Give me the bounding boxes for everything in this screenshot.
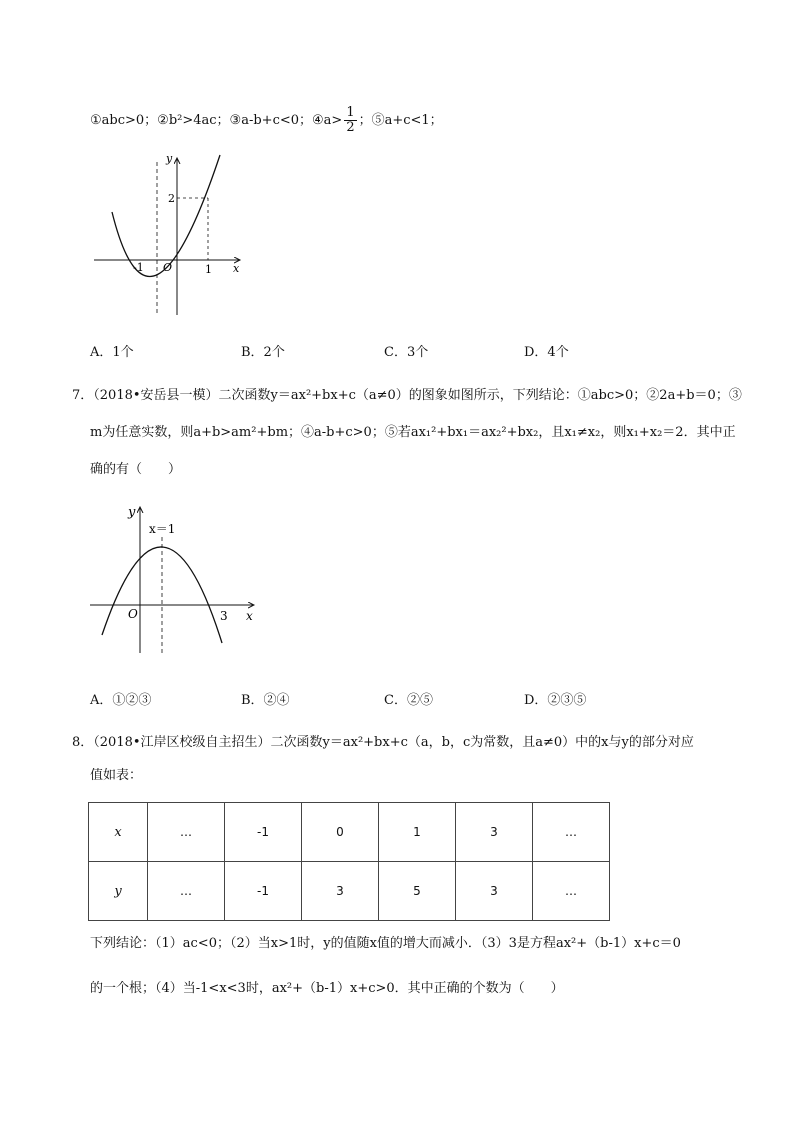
q6-tick-2: 2 <box>168 192 175 205</box>
q6-parabola-graph <box>90 150 250 325</box>
q6-fraction-numerator: 1 <box>346 105 355 120</box>
q6-statements-tail: ；⑤a+c<1； <box>358 113 443 128</box>
table-cell: 3 <box>456 862 533 921</box>
q7-symmetry-label: x＝1 <box>149 522 176 536</box>
table-row <box>89 862 610 921</box>
q6-tick-neg1: -1 <box>133 261 144 274</box>
q7-line-3: 确的有（ ） <box>90 462 182 477</box>
q7-option-d[interactable]: D．②③⑤ <box>524 693 587 708</box>
q7-line-2: m为任意实数，则a+b>am²+bm；④a-b+c>0；⑤若ax₁²+bx₁＝ax₂²+bx₂，且x₁≠x₂，则x₁+x₂＝2．其中正 <box>90 425 736 440</box>
q6-option-c[interactable]: C．3个 <box>384 345 429 360</box>
table-cell: 3 <box>456 803 533 862</box>
q6-tick-1: 1 <box>205 263 212 276</box>
table-cell: 0 <box>302 803 379 862</box>
q8-line-3: 下列结论：（1）ac<0；（2）当x>1时，y的值随x值的增大而减小．（3）3是方程ax²+（b-1）x+c＝0 <box>90 936 681 951</box>
q6-parabola-curve <box>112 155 220 276</box>
q6-x-label: x <box>233 262 240 275</box>
q7-tick-3: 3 <box>220 609 228 623</box>
q7-option-a[interactable]: A．①②③ <box>90 693 152 708</box>
table-cell: … <box>533 862 610 921</box>
q8-line-1: 8．（2018•江岸区校级自主招生）二次函数y＝ax²+bx+c（a，b，c为常数，且a≠0）中的x与y的部分对应 <box>72 735 694 750</box>
table-cell: … <box>148 862 225 921</box>
table-row <box>89 803 610 862</box>
q7-line-1: 7．（2018•安岳县一模）二次函数y＝ax²+bx+c（a≠0）的图象如图所示，下列结论：①abc>0；②2a+b＝0；③ <box>72 388 742 403</box>
q6-option-b[interactable]: B．2个 <box>241 345 285 360</box>
q6-option-a[interactable]: A．1个 <box>90 345 134 360</box>
table-cell-x-header: x <box>89 803 148 862</box>
q7-option-c[interactable]: C．②⑤ <box>384 693 433 708</box>
table-cell: … <box>533 803 610 862</box>
q6-option-d[interactable]: D．4个 <box>524 345 569 360</box>
table-cell: 3 <box>302 862 379 921</box>
q8-line-2: 值如表： <box>90 768 143 783</box>
table-cell-y-header: y <box>89 862 148 921</box>
q7-parabola-graph <box>88 503 263 658</box>
q8-line-4: 的一个根；（4）当-1<x<3时，ax²+（b-1）x+c>0．其中正确的个数为（ ） <box>90 981 564 996</box>
q6-origin-label: O <box>163 261 173 274</box>
q6-y-label: y <box>166 152 173 165</box>
q6-statements-text: ①abc>0；②b²>4ac；③a-b+c<0；④a> <box>90 113 343 128</box>
table-cell: … <box>148 803 225 862</box>
q7-origin-label: O <box>128 607 138 621</box>
q8-value-table <box>88 802 610 921</box>
q6-fraction <box>344 106 356 135</box>
q7-y-label: y <box>128 505 136 520</box>
q7-x-label: x <box>246 609 253 623</box>
q7-option-b[interactable]: B．②④ <box>241 693 290 708</box>
q6-fraction-denominator: 2 <box>346 120 355 135</box>
table-cell: -1 <box>225 803 302 862</box>
table-cell: -1 <box>225 862 302 921</box>
table-cell: 5 <box>379 862 456 921</box>
q6-statements <box>90 106 443 135</box>
table-cell: 1 <box>379 803 456 862</box>
